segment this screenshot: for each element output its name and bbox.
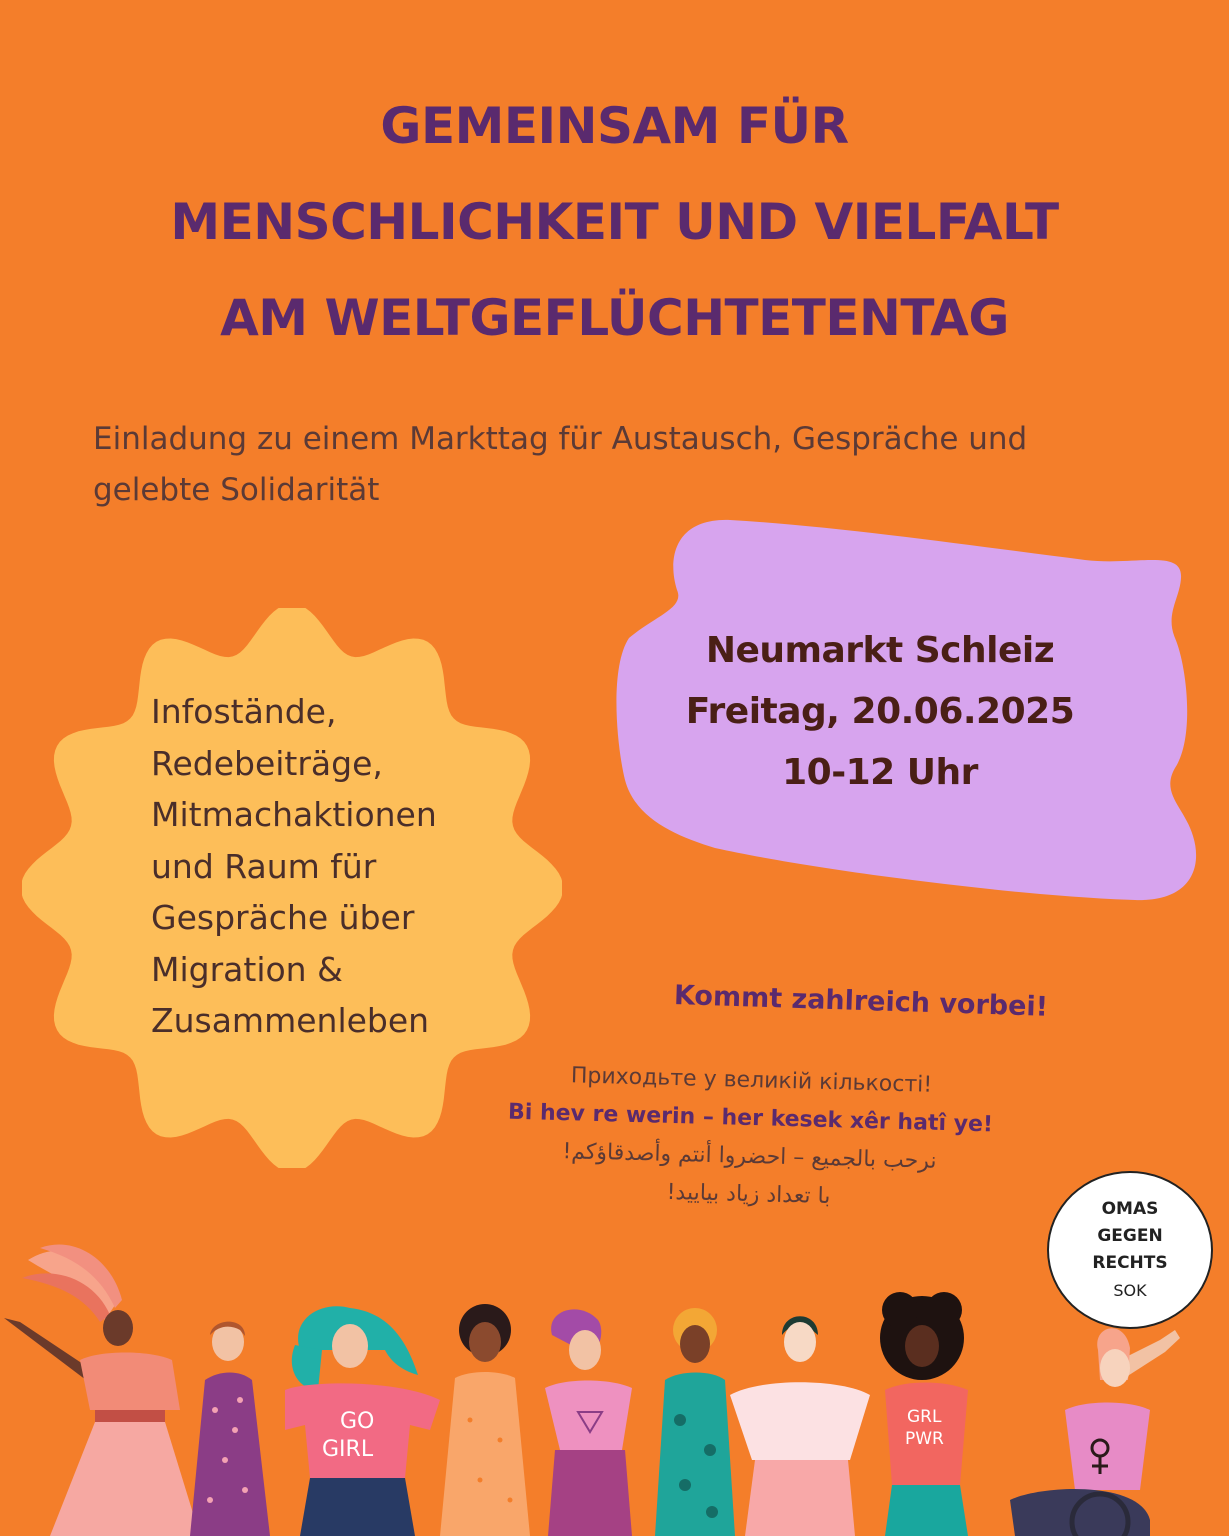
woman-teal-dress <box>655 1308 735 1536</box>
woman-dancing <box>4 1245 200 1536</box>
call-to-action: Kommt zahlreich vorbei! <box>673 980 1049 1023</box>
woman-grl-pwr <box>880 1292 968 1536</box>
activity-line: und Raum für <box>151 846 377 886</box>
activity-line: Zusammenleben <box>151 1001 430 1040</box>
title-line-1: GEMEINSAM FÜR <box>380 97 849 155</box>
woman-orange-dress <box>440 1304 530 1536</box>
shirt-go: GO <box>340 1409 375 1434</box>
event-location: Neumarkt Schleiz <box>705 630 1055 671</box>
activity-line: Redebeiträge, <box>151 743 383 783</box>
woman-wheelchair <box>1010 1328 1180 1536</box>
title-line-2: MENSCHLICHKEIT UND VIELFALT <box>170 193 1059 251</box>
woman-white-blouse <box>730 1316 870 1536</box>
activity-line: Infostände, <box>151 692 337 731</box>
badge-line-1: OMAS <box>1101 1198 1159 1219</box>
invitation-text <box>93 414 1113 516</box>
event-date: Freitag, 20.06.2025 <box>685 691 1075 732</box>
invitation-persian: با تعداد زیاد بیایید! <box>666 1179 831 1210</box>
event-time: 10-12 Uhr <box>782 752 978 793</box>
badge-line-4: SOK <box>1113 1280 1147 1300</box>
invitation-arabic: نرحب بالجميع – احضروا أنتم وأصدقاؤكم! <box>562 1139 937 1174</box>
multilingual-invitations <box>468 1055 1032 1222</box>
invitation-ukrainian: Приходьте у великій кількості! <box>570 1063 933 1098</box>
activity-line: Mitmachaktionen <box>151 795 437 834</box>
title-line-3: AM WELTGEFLÜCHTETENTAG <box>220 289 1009 347</box>
shirt-grl: GRL <box>907 1407 942 1427</box>
badge-line-3: RECHTS <box>1092 1252 1168 1273</box>
activity-line: Gespräche über <box>151 898 415 937</box>
woman-purple-dress <box>190 1322 270 1536</box>
badge-line-2: GEGEN <box>1097 1225 1163 1246</box>
invitation-line-1: Einladung zu einem Markttag für Austausch, Gespräche und <box>93 421 1028 457</box>
woman-go-girl <box>285 1306 440 1536</box>
omas-gegen-rechts-badge <box>1047 1171 1213 1329</box>
invitation-line-2: gelebte Solidarität <box>93 472 380 508</box>
activity-line: Migration & <box>151 949 343 989</box>
activities-list <box>151 686 551 1047</box>
shirt-girl: GIRL <box>322 1437 374 1462</box>
invitation-kurdish: Bi hev re werin – her kesek xêr hatî ye! <box>507 1099 994 1138</box>
woman-pink-top <box>545 1309 632 1536</box>
poster-title <box>0 78 1229 366</box>
women-group-illustration <box>0 1230 1229 1536</box>
shirt-pwr: PWR <box>905 1429 944 1449</box>
event-info <box>636 620 1124 803</box>
